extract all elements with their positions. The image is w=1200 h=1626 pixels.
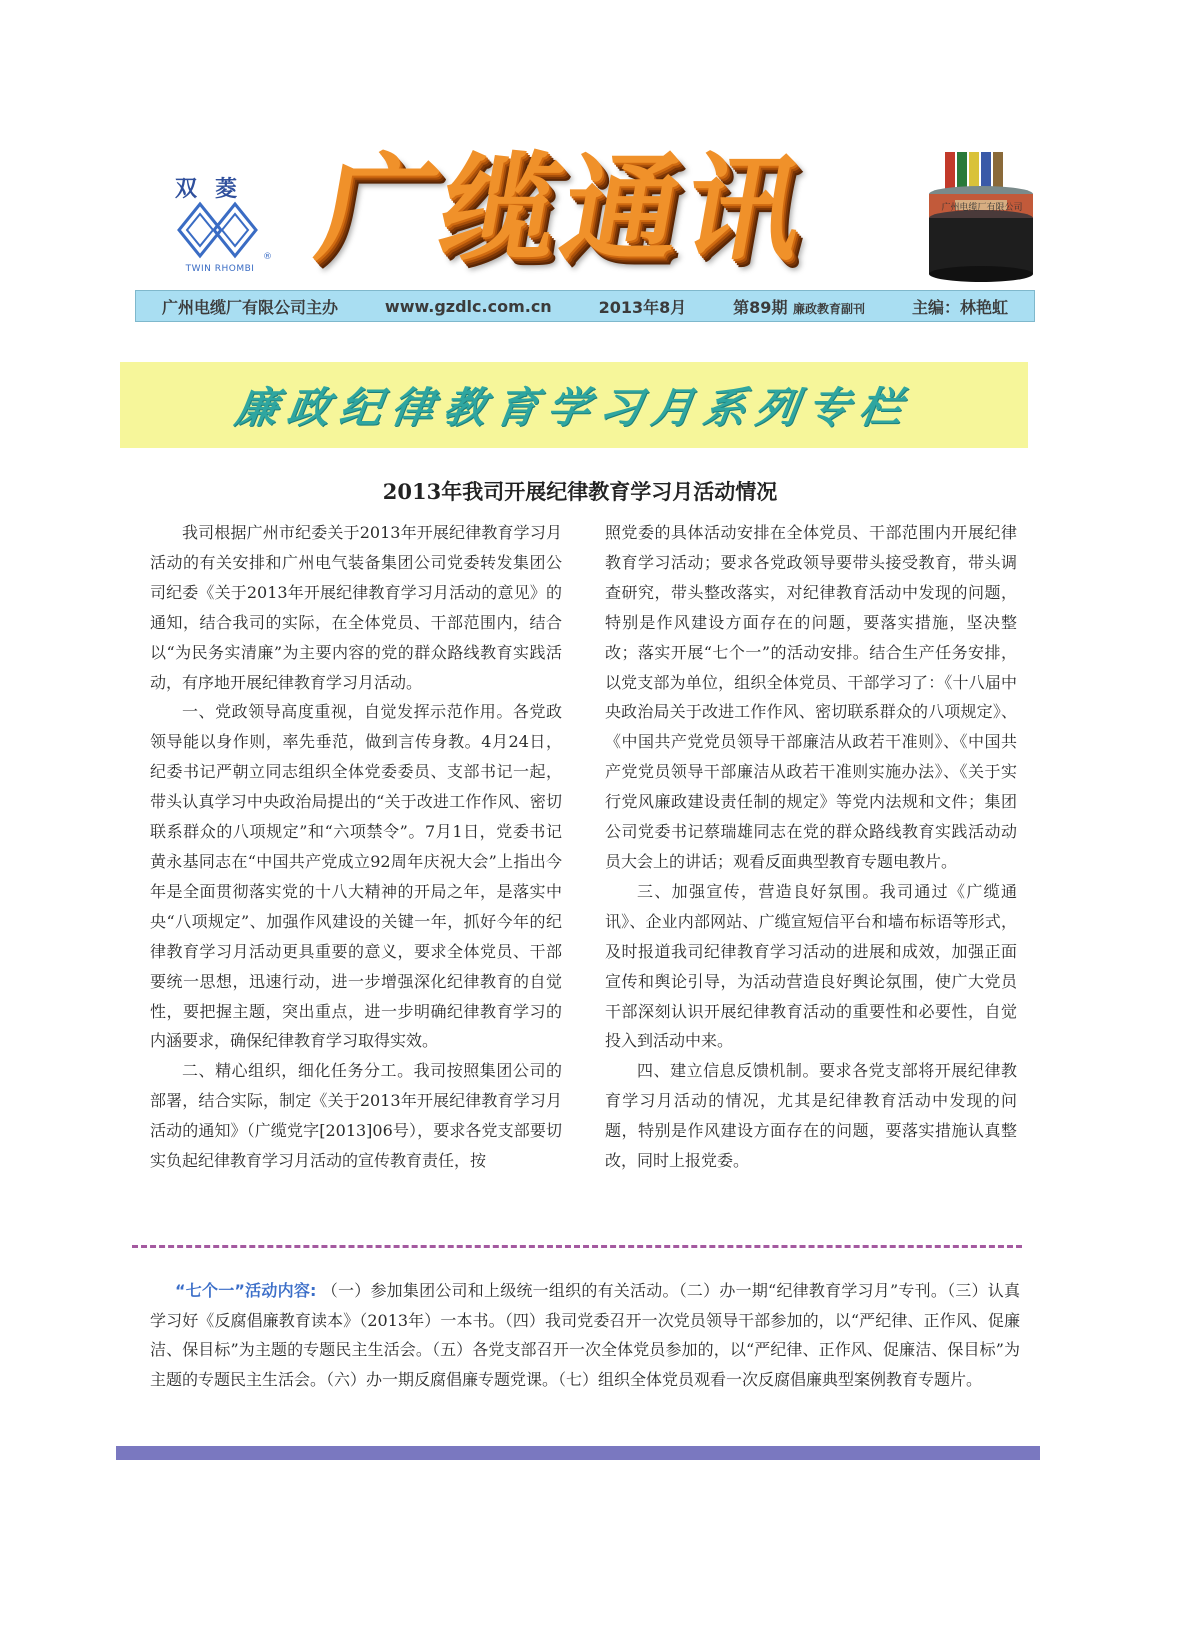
supplement-label: 廉政教育副刊: [793, 301, 866, 316]
seven-ones-section: [150, 1276, 1020, 1394]
article-paragraph: 三、加强宣传，营造良好氛围。我司通过《广缆通讯》、企业内部网站、广缆宣短信平台和墙布标语等形式，及时报道我司纪律教育学习活动的进展和成效，加强正面宣传和舆论引导，为活动营造良好舆论氛围，使广大党员干部深刻认识开展纪律教育活动的重要性和必要性，自觉投入到活动中来。: [605, 881, 1017, 1051]
editor-text: 主编：林艳虹: [911, 297, 1008, 317]
website-text: www.gzdlc.com.cn: [384, 296, 552, 316]
seven-ones-text: （一）参加集团公司和上级统一组织的有关活动。（二）办一期“纪律教育学习月”专刊。（三）认真学习好《反腐倡廉教育读本》（2013年）一本书。（四）我司党委召开一次党员领导干部参加的，以“严纪律、正作风、促廉洁、保目标”为主题的专题民主生活会。（五）各党支部召开一次全体党员参加的，以“严纪律、正作风、促廉洁、保目标”为主题的专题民主生活会。（六）办一期反腐倡廉专题党课。（七）组织全体党员观看一次反腐倡廉典型案例教育专题片。: [150, 1281, 1020, 1389]
logo-chinese-name: 双菱: [174, 177, 255, 202]
seven-ones-label: “七个一”活动内容:: [175, 1281, 317, 1300]
article-paragraph: 照党委的具体活动安排在全体党员、干部范围内开展纪律教育学习活动；要求各党政领导要带头接受教育，带头调查研究，带头整改落实，对纪律教育活动中发现的问题，特别是作风建设方面存在的问题，要落实措施，坚决整改；落实开展“七个一”的活动安排。结合生产任务安排，以党支部为单位，组织全体党员、干部学习了：《十八届中央政治局关于改进工作作风、密切联系群众的八项规定》、《中国共产党党员领导干部廉洁从政若干准则》、《中国共产党党员领导干部廉洁从政若干准则实施办法》、《关于实行党风廉政建设责任制的规定》等党内法规和文件；集团公司党委书记蔡瑞雄同志在党的群众路线教育实践活动动员大会上的讲话；观看反面典型教育专题电教片。: [605, 523, 1017, 871]
column-banner: [120, 362, 1028, 448]
article-paragraph: 四、建立信息反馈机制。要求各党支部将开展纪律教育学习月活动的情况，尤其是纪律教育活动中发现的问题，特别是作风建设方面存在的问题，要落实措施认真整改，同时上报党委。: [605, 1061, 1017, 1171]
sponsor-text: 广州电缆厂有限公司主办: [162, 297, 339, 317]
issue-date: 2013年8月: [598, 297, 687, 317]
newsletter-title: 广缆通讯: [308, 142, 820, 277]
registered-mark: ®: [263, 252, 272, 262]
article-title: 2013年我司开展纪律教育学习月活动情况: [382, 479, 778, 504]
section-divider: [132, 1245, 1022, 1248]
footer-bar: [116, 1446, 1040, 1460]
masthead-info-bar: [135, 290, 1035, 322]
column-banner-title: 廉政纪律教育学习月系列专栏: [232, 383, 916, 432]
cable-brand-label: 广州电缆厂有限公司: [941, 203, 1023, 213]
issue-number: 第89期: [733, 297, 788, 317]
article-right-column: [605, 518, 1017, 1176]
issue-number-group: [733, 295, 865, 318]
article-paragraph: 二、精心组织，细化任务分工。我司按照集团公司的部署，结合实际，制定《关于2013年开展纪律教育学习月活动的通知》（广缆党字[2013]06号），要求各党支部要切实负起纪律教育学习月活动的宣传教育责任，按: [150, 1061, 562, 1171]
twin-rhombi-icon: [175, 200, 265, 260]
logo-english-name: TWIN RHOMBI: [185, 264, 255, 274]
article-paragraph: 一、党政领导高度重视，自觉发挥示范作用。各党政领导能以身作则，率先垂范，做到言传身教。4月24日，纪委书记严朝立同志组织全体党委委员、支部书记一起，带头认真学习中央政治局提出的“关于改进工作作风、密切联系群众的八项规定”和“六项禁令”。7月1日，党委书记黄永基同志在“中国共产党成立92周年庆祝大会”上指出今年是全面贯彻落实党的十八大精神的开局之年，是落实中央“八项规定”、加强作风建设的关键一年，抓好今年的纪律教育学习月活动更具重要的意义，要求全体党员、干部要统一思想，迅速行动，进一步增强深化纪律教育的自觉性，要把握主题，突出重点，进一步明确纪律教育学习的内涵要求，确保纪律教育学习取得实效。: [150, 702, 562, 1051]
company-logo: [165, 172, 272, 282]
cable-cross-section-icon: [925, 152, 1037, 282]
article-left-column: [150, 518, 562, 1176]
masthead: [135, 142, 1065, 340]
article-paragraph: 我司根据广州市纪委关于2013年开展纪律教育学习月活动的有关安排和广州电气装备集团公司党委转发集团公司纪委《关于2013年开展纪律教育学习月活动的意见》的通知，结合我司的实际，在全体党员、干部范围内，结合以“为民务实清廉”为主要内容的党的群众路线教育实践活动，有序地开展纪律教育学习月活动。: [150, 523, 562, 692]
